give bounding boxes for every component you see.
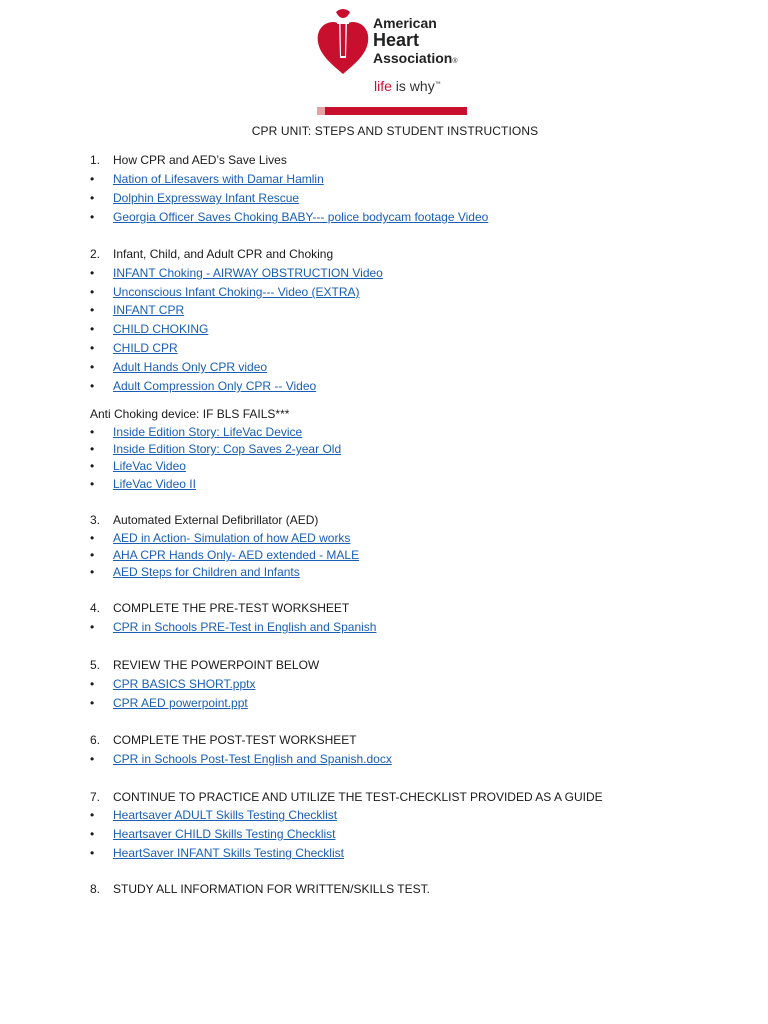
logo-text-american: American — [373, 15, 437, 31]
bullet-icon: • — [90, 531, 95, 545]
section-heading-text: STUDY ALL INFORMATION FOR WRITTEN/SKILLS TEST. — [113, 882, 430, 896]
logo-text-heart: Heart — [373, 30, 420, 50]
resource-link[interactable]: AED Steps for Children and Infants — [113, 565, 300, 579]
bullet-icon: • — [90, 677, 95, 691]
section-number: 6. — [90, 733, 101, 747]
section-heading-text: How CPR and AED’s Save Lives — [113, 153, 287, 167]
resource-link[interactable]: LifeVac Video II — [113, 477, 196, 491]
resource-link[interactable]: Unconscious Infant Choking--- Video (EXTRA) — [113, 285, 360, 299]
resource-link[interactable]: Nation of Lifesavers with Damar Hamlin — [113, 172, 324, 186]
resource-link[interactable]: INFANT Choking - AIRWAY OBSTRUCTION Video — [113, 266, 383, 280]
bullet-icon: • — [90, 477, 95, 491]
bullet-icon: • — [90, 548, 95, 562]
bullet-icon: • — [90, 285, 95, 299]
bullet-icon: • — [90, 341, 95, 355]
section-number: 7. — [90, 790, 101, 804]
page-title: CPR UNIT: STEPS AND STUDENT INSTRUCTIONS — [251, 124, 539, 138]
section-number: 8. — [90, 882, 101, 896]
resource-link[interactable]: Heartsaver CHILD Skills Testing Checklist — [113, 827, 336, 841]
bullet-icon: • — [90, 191, 95, 205]
resource-link[interactable]: INFANT CPR — [113, 303, 185, 317]
resource-link[interactable]: CPR in Schools Post-Test English and Spanish.docx — [113, 752, 392, 766]
resource-link[interactable]: AHA CPR Hands Only- AED extended - MALE — [113, 548, 360, 562]
section-heading-text: Anti Choking device: IF BLS FAILS*** — [90, 407, 290, 421]
resource-link[interactable]: CHILD CPR — [113, 341, 178, 355]
bullet-icon: • — [90, 266, 95, 280]
bullet-icon: • — [90, 425, 95, 439]
resource-link[interactable]: CPR in Schools PRE-Test in English and Spanish — [113, 620, 377, 634]
section-heading-text: Automated External Defibrillator (AED) — [113, 513, 319, 527]
resource-link[interactable]: CPR BASICS SHORT.pptx — [113, 677, 256, 691]
bullet-icon: • — [90, 827, 95, 841]
section-heading-text: REVIEW THE POWERPOINT BELOW — [113, 658, 320, 672]
section-number: 2. — [90, 247, 101, 261]
resource-link[interactable]: Georgia Officer Saves Choking BABY--- police bodycam footage Video — [113, 210, 489, 224]
bullet-icon: • — [90, 459, 95, 473]
section-heading-text: CONTINUE TO PRACTICE AND UTILIZE THE TEST-CHECKLIST PROVIDED AS A GUIDE — [113, 790, 603, 804]
bullet-icon: • — [90, 322, 95, 336]
section-number: 1. — [90, 153, 101, 167]
bullet-icon: • — [90, 379, 95, 393]
section-heading-text: COMPLETE THE POST-TEST WORKSHEET — [113, 733, 357, 747]
resource-link[interactable]: Inside Edition Story: Cop Saves 2-year Old — [113, 442, 342, 456]
bullet-icon: • — [90, 565, 95, 579]
resource-link[interactable]: Dolphin Expressway Infant Rescue — [113, 191, 300, 205]
bullet-icon: • — [90, 172, 95, 186]
resource-link[interactable]: CHILD CHOKING — [113, 322, 209, 336]
resource-link[interactable]: Inside Edition Story: LifeVac Device — [113, 425, 303, 439]
resource-link[interactable]: Heartsaver ADULT Skills Testing Checklist — [113, 808, 338, 822]
resource-link[interactable]: CPR AED powerpoint.ppt — [113, 696, 248, 710]
bullet-icon: • — [90, 210, 95, 224]
section-number: 4. — [90, 601, 101, 615]
section-number: 3. — [90, 513, 101, 527]
bullet-icon: • — [90, 696, 95, 710]
heart-torch-icon — [316, 6, 372, 78]
bullet-icon: • — [90, 303, 95, 317]
resource-link[interactable]: LifeVac Video — [113, 459, 186, 473]
logo-red-bar — [317, 107, 467, 115]
bullet-icon: • — [90, 808, 95, 822]
resource-link[interactable]: HeartSaver INFANT Skills Testing Checklist — [113, 846, 344, 860]
section-heading-text: Infant, Child, and Adult CPR and Choking — [113, 247, 334, 261]
section-number: 5. — [90, 658, 101, 672]
bullet-icon: • — [90, 846, 95, 860]
resource-link[interactable]: Adult Compression Only CPR -- Video — [113, 379, 317, 393]
section-heading-text: COMPLETE THE PRE-TEST WORKSHEET — [113, 601, 350, 615]
bullet-icon: • — [90, 360, 95, 374]
logo-tagline: life is why™ — [374, 78, 441, 94]
aha-logo — [316, 6, 468, 116]
bullet-icon: • — [90, 442, 95, 456]
bullet-icon: • — [90, 752, 95, 766]
resource-link[interactable]: AED in Action- Simulation of how AED works — [113, 531, 351, 545]
bullet-icon: • — [90, 620, 95, 634]
resource-link[interactable]: Adult Hands Only CPR video — [113, 360, 268, 374]
logo-text-association: Association® — [373, 50, 458, 66]
